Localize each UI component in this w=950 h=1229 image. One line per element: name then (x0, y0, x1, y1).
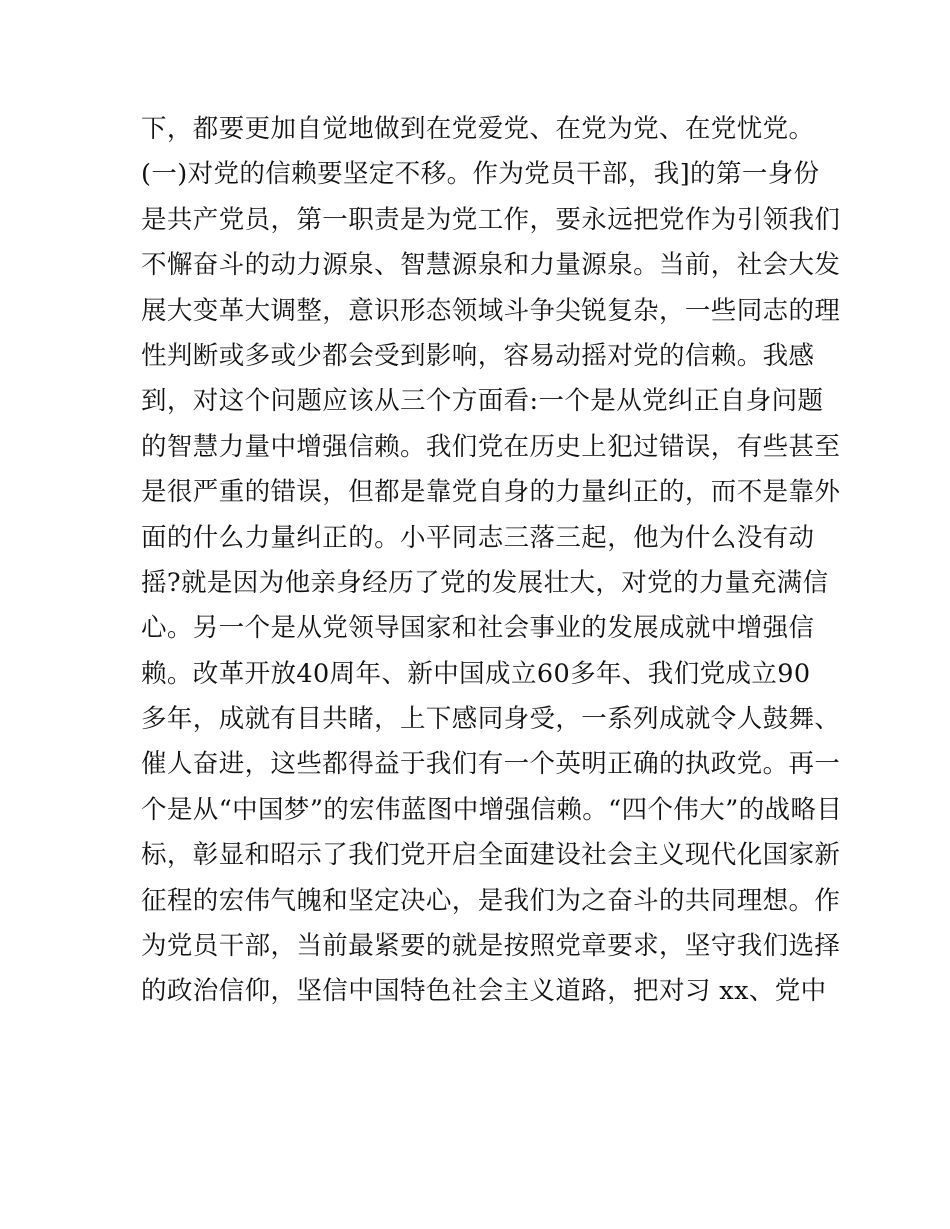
text-line: 是很严重的错误，但都是靠党自身的力量纠正的，而不是靠外 (141, 477, 841, 508)
text-line: 心。另一个是从党领导国家和社会事业的发展成就中增强信 (141, 613, 815, 644)
text-line: 个是从“中国梦”的宏伟蓝图中增强信赖。“四个伟大”的战略目 (141, 794, 843, 825)
text-line: 不懈奋斗的动力源泉、智慧源泉和力量源泉。当前，社会大发 (141, 250, 841, 281)
text-line: (一)对党的信赖要坚定不移。作为党员干部，我]的第一身份 (141, 159, 820, 190)
text-line: 下，都要更加自觉地做到在党爱党、在党为党、在党忧党。 (141, 114, 815, 144)
text-line: 是共产党员，第一职责是为党工作，要永远把党作为引领我们 (141, 204, 841, 235)
text-line: 标，彰显和昭示了我们党开启全面建设社会主义现代化国家新 (141, 840, 841, 871)
text-line: 多年，成就有目共睹，上下感同身受，一系列成就令人鼓舞、 (141, 704, 841, 735)
text-line: 为党员干部，当前最紧要的就是按照党章要求，坚守我们选择 (141, 931, 841, 962)
text-line: 展大变革大调整，意识形态领域斗争尖锐复杂，一些同志的理 (141, 295, 841, 326)
text-line: 的政治信仰，坚信中国特色社会主义道路，把对习 xx、党中 (141, 976, 827, 1007)
text-line: 性判断或多或少都会受到影响，容易动摇对党的信赖。我感 (141, 340, 815, 371)
body-text (141, 107, 843, 1015)
text-line: 催人奋进，这些都得益于我们有一个英明正确的执政党。再一 (141, 749, 841, 780)
text-line: 征程的宏伟气魄和坚定决心，是我们为之奋斗的共同理想。作 (141, 885, 841, 916)
text-line: 赖。改革开放40周年、新中国成立60多年、我们党成立90 (141, 658, 811, 689)
text-line: 摇?就是因为他亲身经历了党的发展壮大，对党的力量充满信 (141, 567, 829, 598)
text-line: 到，对这个问题应该从三个方面看:一个是从党纠正自身问题 (141, 386, 824, 417)
text-line: 面的什么力量纠正的。小平同志三落三起，他为什么没有动 (141, 522, 815, 553)
text-line: 的智慧力量中增强信赖。我们党在历史上犯过错误，有些甚至 (141, 431, 841, 462)
